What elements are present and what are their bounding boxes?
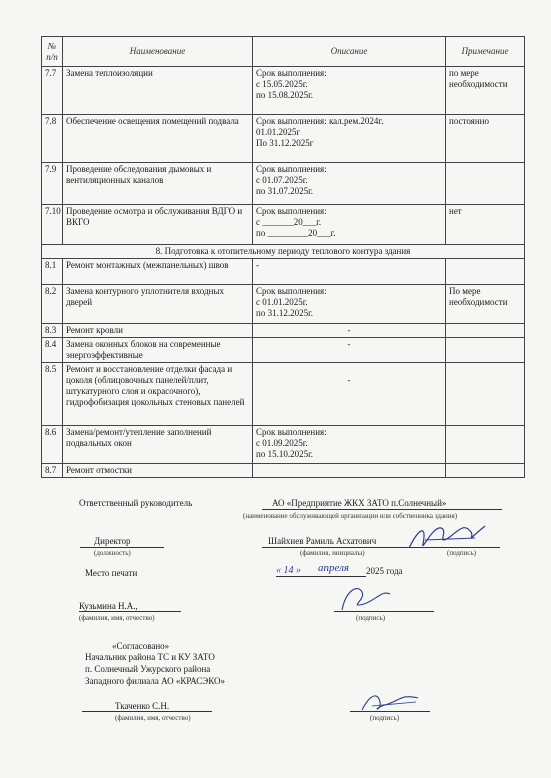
row-desc: Срок выполнения: кал.рем.2024г. 01.01.2025г По 31.12.2025г: [253, 115, 446, 163]
agreed-line-2: п. Солнечный Ужурского района: [85, 664, 211, 674]
second-signer-caption: (фамилия, имя, отчество): [79, 614, 155, 622]
signature-caption: (подпись): [447, 549, 477, 557]
row-num: 8.2: [42, 285, 63, 324]
row-desc: -: [253, 259, 446, 285]
row-name: Замена/ремонт/утепление заполнений подвальных окон: [63, 426, 253, 464]
header-desc: Описание: [253, 37, 446, 67]
row-num: 8.6: [42, 426, 63, 464]
row-note: [446, 259, 525, 285]
row-desc: Срок выполнения: с 01.09.2025г. по 15.10.2025г.: [253, 426, 446, 464]
table-row: [42, 163, 525, 205]
table-row: [42, 426, 525, 464]
table-row: [42, 338, 525, 363]
row-note: нет: [446, 205, 525, 245]
row-num: 8.3: [42, 324, 63, 338]
row-num: 8.5: [42, 363, 63, 426]
agreed-line-3: Западного филиала АО «КРАСЭКО»: [85, 676, 226, 686]
row-num: 7.9: [42, 163, 63, 205]
section-title: 8. Подготовка к отопительному периоду теплового контура здания: [42, 245, 525, 259]
row-note: постоянно: [446, 115, 525, 163]
row-desc: Срок выполнения: с 01.07.2025г. по 31.07.2025г.: [253, 163, 446, 205]
row-note: [446, 426, 525, 464]
second-signer-name: Кузьмина Н.А.,: [79, 601, 138, 611]
third-signature: [358, 688, 422, 718]
person-caption: (фамилия, инициалы): [300, 549, 365, 557]
row-desc: -: [253, 363, 446, 426]
table-row: [42, 324, 525, 338]
date-month: апреля: [318, 562, 350, 574]
row-note: [446, 163, 525, 205]
row-num: 8.1: [42, 259, 63, 285]
person-name: Шайхиев Рамиль Асхатович: [268, 536, 377, 546]
row-desc: Срок выполнения: с 01.01.2025г. по 31.12.2025г.: [253, 285, 446, 324]
position-caption: (должность): [94, 549, 131, 557]
row-name: Ремонт кровли: [63, 324, 253, 338]
row-desc: -: [253, 324, 446, 338]
organization-name: АО «Предприятие ЖКХ ЗАТО п.Солнечный»: [272, 498, 447, 508]
row-name: Ремонт отмостки: [63, 464, 253, 478]
row-desc: Срок выполнения: с 15.05.2025г. по 15.08.2025г.: [253, 67, 446, 115]
header-name: Наименование: [63, 37, 253, 67]
row-note: [446, 464, 525, 478]
table-row: [42, 67, 525, 115]
table-row: [42, 205, 525, 245]
position-value: Директор: [94, 536, 131, 546]
row-note: [446, 363, 525, 426]
date-day: « 14 »: [276, 565, 301, 576]
row-note: По мере необходимости: [446, 285, 525, 324]
table-row: [42, 464, 525, 478]
row-num: 8.7: [42, 464, 63, 478]
second-signature: [336, 582, 396, 616]
third-signature-caption: (подпись): [370, 714, 400, 722]
row-name: Замена теплоизоляции: [63, 67, 253, 115]
row-desc: [253, 464, 446, 478]
agreed-label: «Согласовано»: [112, 641, 170, 651]
date-year: 2025 года: [366, 566, 403, 576]
third-signer-caption: (фамилия, имя, отчество): [115, 714, 191, 722]
organization-caption: (наименование обслуживающей организации или собственника здания): [243, 512, 458, 520]
row-name: Ремонт монтажных (межпанельных) швов: [63, 259, 253, 285]
section-row: [42, 245, 525, 259]
responsible-label: Ответственный руководитель: [79, 498, 193, 508]
row-name: Замена контурного уплотнителя входных дверей: [63, 285, 253, 324]
director-signature: [405, 518, 490, 558]
row-desc: Срок выполнения: с _______20___г. по _________20___г.: [253, 205, 446, 245]
row-note: [446, 338, 525, 363]
third-signer-name: Ткаченко С.Н.: [115, 701, 170, 711]
header-num: № п/п: [42, 37, 63, 67]
row-name: Ремонт и восстановление отделки фасада и цоколя (облицовочных панелей/плит, штукатурного слоя и окрасочного), гидрофобизация цокольных стеновых панелей: [63, 363, 253, 426]
row-name: Замена оконных блоков на современные энергоэффективные: [63, 338, 253, 363]
row-desc: -: [253, 338, 446, 363]
table-row: [42, 115, 525, 163]
row-num: 7.10: [42, 205, 63, 245]
table-header-row: [42, 37, 525, 67]
row-num: 7.7: [42, 67, 63, 115]
table-row: [42, 259, 525, 285]
work-plan-table: [41, 36, 525, 478]
row-num: 8.4: [42, 338, 63, 363]
agreed-line-1: Начальник района ТС и КУ ЗАТО: [85, 652, 215, 662]
row-name: Обеспечение освещения помещений подвала: [63, 115, 253, 163]
header-note: Примечание: [446, 37, 525, 67]
row-note: [446, 324, 525, 338]
table-row: [42, 285, 525, 324]
row-num: 7.8: [42, 115, 63, 163]
table-row: [42, 363, 525, 426]
row-note: по мере необходимости: [446, 67, 525, 115]
stamp-place-label: Место печати: [85, 568, 138, 578]
second-signature-caption: (подпись): [356, 614, 386, 622]
row-name: Проведение осмотра и обслуживания ВДГО и ВКГО: [63, 205, 253, 245]
row-name: Проведение обследования дымовых и вентиляционных каналов: [63, 163, 253, 205]
